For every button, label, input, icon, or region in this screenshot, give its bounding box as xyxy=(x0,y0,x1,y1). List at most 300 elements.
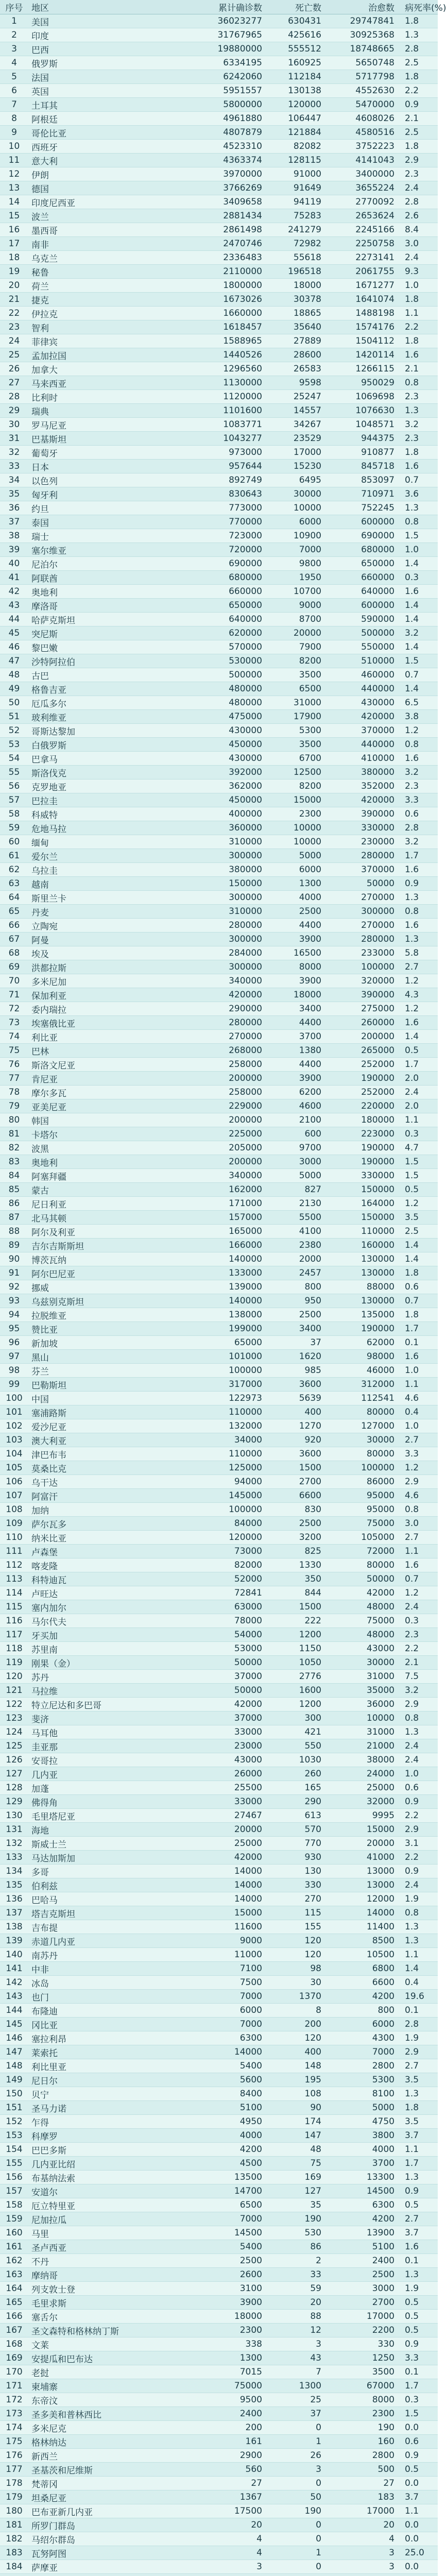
cell-rank: 112 xyxy=(0,1558,28,1572)
cell-fatality-rate: 2.3 xyxy=(398,779,438,793)
cell-region: 塞浦路斯 xyxy=(28,1405,192,1419)
cell-region: 不丹 xyxy=(28,2254,192,2268)
cell-recovered: 420000 xyxy=(324,710,398,724)
cell-recovered: 75000 xyxy=(324,1614,398,1628)
cell-recovered: 270000 xyxy=(324,891,398,905)
cell-rank: 178 xyxy=(0,2477,28,2490)
cell-recovered: 233000 xyxy=(324,946,398,960)
cell-recovered: 252000 xyxy=(324,1086,398,1099)
cell-rank: 163 xyxy=(0,2268,28,2282)
cell-recovered: 1488198 xyxy=(324,307,398,320)
cell-rank: 44 xyxy=(0,613,28,626)
cell-fatality-rate: 2.3 xyxy=(398,390,438,404)
cell-deaths: 0 xyxy=(265,2518,324,2532)
cell-confirmed: 25000 xyxy=(192,1837,265,1851)
cell-fatality-rate: 2.4 xyxy=(398,1600,438,1614)
cell-recovered: 3000 xyxy=(324,2282,398,2296)
cell-fatality-rate: 0.8 xyxy=(398,1906,438,1920)
table-row xyxy=(0,2059,438,2073)
cell-fatality-rate: 2.7 xyxy=(398,960,438,974)
cell-fatality-rate: 1.0 xyxy=(398,543,438,557)
cell-fatality-rate: 1.4 xyxy=(398,599,438,613)
cell-region: 厄瓜多尔 xyxy=(28,696,192,710)
table-row xyxy=(0,209,438,223)
cell-rank: 92 xyxy=(0,1280,28,1294)
cell-region: 奥地利 xyxy=(28,1155,192,1169)
cell-confirmed: 140000 xyxy=(192,1294,265,1308)
cell-fatality-rate: 3.5 xyxy=(398,1211,438,1225)
cell-region: 埃及 xyxy=(28,946,192,960)
cell-rank: 6 xyxy=(0,84,28,98)
cell-fatality-rate: 2.2 xyxy=(398,84,438,98)
cell-recovered: 25000 xyxy=(324,1781,398,1795)
cell-rank: 162 xyxy=(0,2254,28,2268)
cell-region: 尼日利亚 xyxy=(28,1197,192,1211)
cell-recovered: 20000 xyxy=(324,1837,398,1851)
cell-confirmed: 1120000 xyxy=(192,390,265,404)
table-row xyxy=(0,2490,438,2504)
table-row xyxy=(0,42,438,56)
cell-confirmed: 892749 xyxy=(192,473,265,487)
cell-rank: 19 xyxy=(0,265,28,279)
cell-deaths: 6600 xyxy=(265,1489,324,1503)
table-row xyxy=(0,1823,438,1837)
cell-rank: 88 xyxy=(0,1225,28,1239)
cell-deaths: 1380 xyxy=(265,1044,324,1058)
cell-rank: 182 xyxy=(0,2532,28,2546)
cell-deaths: 1 xyxy=(265,2546,324,2560)
cell-deaths: 5500 xyxy=(265,1211,324,1225)
cell-deaths: 26583 xyxy=(265,362,324,376)
cell-fatality-rate: 3.3 xyxy=(398,1447,438,1461)
cell-region: 英国 xyxy=(28,84,192,98)
cell-rank: 28 xyxy=(0,390,28,404)
table-row xyxy=(0,1906,438,1920)
cell-fatality-rate: 0.0 xyxy=(398,2477,438,2490)
table-row xyxy=(0,557,438,571)
cell-deaths: 3400 xyxy=(265,1002,324,1016)
cell-region: 格鲁吉亚 xyxy=(28,682,192,696)
cell-deaths: 0 xyxy=(265,2560,324,2574)
cell-rank: 84 xyxy=(0,1169,28,1183)
cell-deaths: 148 xyxy=(265,2059,324,2073)
cell-deaths: 1370 xyxy=(265,1990,324,2004)
cell-deaths: 120 xyxy=(265,1948,324,1962)
cell-recovered: 150000 xyxy=(324,1211,398,1225)
cell-confirmed: 1618457 xyxy=(192,320,265,334)
cell-fatality-rate: 0.8 xyxy=(398,905,438,919)
cell-deaths: 550 xyxy=(265,1739,324,1753)
cell-rank: 155 xyxy=(0,2157,28,2171)
cell-fatality-rate: 0.9 xyxy=(398,877,438,891)
cell-recovered: 48000 xyxy=(324,1628,398,1642)
table-row xyxy=(0,334,438,348)
cell-deaths: 15000 xyxy=(265,793,324,807)
cell-rank: 104 xyxy=(0,1447,28,1461)
cell-rank: 81 xyxy=(0,1127,28,1141)
cell-fatality-rate: 1.7 xyxy=(398,2157,438,2171)
table-row xyxy=(0,1336,438,1350)
cell-rank: 73 xyxy=(0,1016,28,1030)
cell-confirmed: 14000 xyxy=(192,1865,265,1878)
cell-confirmed: 420000 xyxy=(192,988,265,1002)
table-row xyxy=(0,1155,438,1169)
cell-fatality-rate: 2.7 xyxy=(398,1531,438,1545)
cell-region: 波兰 xyxy=(28,209,192,223)
cell-deaths: 55618 xyxy=(265,251,324,265)
cell-region: 伊朗 xyxy=(28,167,192,181)
cell-rank: 45 xyxy=(0,626,28,640)
cell-recovered: 13000 xyxy=(324,1878,398,1892)
table-row xyxy=(0,2421,438,2435)
table-row xyxy=(0,2560,438,2574)
cell-recovered: 2800 xyxy=(324,2449,398,2463)
cell-fatality-rate: 0.3 xyxy=(398,1614,438,1628)
cell-deaths: 1200 xyxy=(265,1698,324,1711)
cell-fatality-rate: 0.6 xyxy=(398,1280,438,1294)
cell-deaths: 1330 xyxy=(265,1558,324,1572)
cell-rank: 161 xyxy=(0,2240,28,2254)
table-row xyxy=(0,960,438,974)
cell-recovered: 2653624 xyxy=(324,209,398,223)
cell-recovered: 3 xyxy=(324,2560,398,2574)
cell-recovered: 320000 xyxy=(324,974,398,988)
cell-recovered: 420000 xyxy=(324,793,398,807)
cell-rank: 135 xyxy=(0,1878,28,1892)
table-row xyxy=(0,779,438,793)
table-row xyxy=(0,1628,438,1642)
cell-confirmed: 1673026 xyxy=(192,293,265,307)
cell-fatality-rate: 1.4 xyxy=(398,682,438,696)
cell-confirmed: 73000 xyxy=(192,1545,265,1558)
table-row xyxy=(0,2240,438,2254)
cell-fatality-rate: 0.4 xyxy=(398,1405,438,1419)
cell-confirmed: 340000 xyxy=(192,1169,265,1183)
cell-rank: 105 xyxy=(0,1461,28,1475)
table-row xyxy=(0,919,438,933)
cell-rank: 55 xyxy=(0,766,28,779)
cell-confirmed: 165000 xyxy=(192,1225,265,1239)
cell-rank: 176 xyxy=(0,2449,28,2463)
table-row xyxy=(0,98,438,112)
header-row xyxy=(0,0,438,14)
cell-fatality-rate: 2.2 xyxy=(398,320,438,334)
cell-rank: 121 xyxy=(0,1684,28,1698)
table-row xyxy=(0,2184,438,2198)
cell-recovered: 8000 xyxy=(324,2393,398,2407)
cell-recovered: 3 xyxy=(324,2546,398,2560)
table-row xyxy=(0,1878,438,1892)
cell-rank: 132 xyxy=(0,1837,28,1851)
cell-confirmed: 20000 xyxy=(192,1823,265,1837)
table-row xyxy=(0,1433,438,1447)
cell-fatality-rate: 2.6 xyxy=(398,209,438,223)
cell-confirmed: 42000 xyxy=(192,1851,265,1865)
table-row xyxy=(0,1531,438,1545)
cell-deaths: 222 xyxy=(265,1614,324,1628)
cell-fatality-rate: 1.5 xyxy=(398,529,438,543)
cell-fatality-rate: 1.2 xyxy=(398,724,438,738)
cell-fatality-rate: 0.5 xyxy=(398,2324,438,2337)
cell-deaths: 195 xyxy=(265,2073,324,2087)
cell-confirmed: 2600 xyxy=(192,2268,265,2282)
cell-region: 斯洛文尼亚 xyxy=(28,1058,192,1072)
table-row xyxy=(0,14,438,28)
cell-confirmed: 1588965 xyxy=(192,334,265,348)
cell-recovered: 50000 xyxy=(324,877,398,891)
cell-fatality-rate: 0.3 xyxy=(398,1127,438,1141)
table-row xyxy=(0,1976,438,1990)
cell-confirmed: 7100 xyxy=(192,1962,265,1976)
cell-recovered: 10000 xyxy=(324,1711,398,1725)
cell-fatality-rate: 1.7 xyxy=(398,1322,438,1336)
cell-deaths: 3 xyxy=(265,2337,324,2351)
cell-confirmed: 475000 xyxy=(192,710,265,724)
cell-deaths: 72982 xyxy=(265,237,324,251)
cell-rank: 30 xyxy=(0,418,28,432)
cell-fatality-rate: 1.7 xyxy=(398,849,438,863)
cell-rank: 29 xyxy=(0,404,28,418)
cell-deaths: 600 xyxy=(265,1127,324,1141)
cell-recovered: 4580516 xyxy=(324,126,398,140)
cell-region: 捷克 xyxy=(28,293,192,307)
cell-fatality-rate: 3.3 xyxy=(398,2351,438,2365)
cell-region: 德国 xyxy=(28,181,192,195)
cell-confirmed: 5951557 xyxy=(192,84,265,98)
cell-region: 意大利 xyxy=(28,154,192,167)
cell-deaths: 169 xyxy=(265,2171,324,2184)
cell-fatality-rate: 0.8 xyxy=(398,738,438,752)
cell-rank: 147 xyxy=(0,2045,28,2059)
cell-confirmed: 2300 xyxy=(192,2324,265,2337)
cell-rank: 91 xyxy=(0,1266,28,1280)
cell-recovered: 127000 xyxy=(324,1419,398,1433)
cell-recovered: 1504112 xyxy=(324,334,398,348)
cell-deaths: 350 xyxy=(265,1572,324,1586)
table-row xyxy=(0,1698,438,1711)
table-row xyxy=(0,738,438,752)
cell-fatality-rate: 0.0 xyxy=(398,2560,438,2574)
cell-fatality-rate: 5.8 xyxy=(398,946,438,960)
cell-rank: 119 xyxy=(0,1656,28,1670)
cell-confirmed: 100000 xyxy=(192,1364,265,1378)
table-row xyxy=(0,696,438,710)
cell-deaths: 2380 xyxy=(265,1239,324,1252)
cell-region: 阿联酋 xyxy=(28,571,192,585)
table-row xyxy=(0,2504,438,2518)
cell-recovered: 680000 xyxy=(324,543,398,557)
cell-region: 智利 xyxy=(28,320,192,334)
cell-recovered: 8500 xyxy=(324,1934,398,1948)
cell-fatality-rate: 2.7 xyxy=(398,1433,438,1447)
cell-confirmed: 23000 xyxy=(192,1739,265,1753)
header-recovered: 治愈数 xyxy=(324,0,398,14)
cell-recovered: 35000 xyxy=(324,1684,398,1698)
cell-confirmed: 3100 xyxy=(192,2282,265,2296)
cell-rank: 76 xyxy=(0,1058,28,1072)
cell-fatality-rate: 0.7 xyxy=(398,1572,438,1586)
cell-rank: 184 xyxy=(0,2560,28,2574)
cell-recovered: 1069698 xyxy=(324,390,398,404)
cell-confirmed: 14000 xyxy=(192,1878,265,1892)
cell-recovered: 845718 xyxy=(324,460,398,473)
cell-region: 津巴布韦 xyxy=(28,1447,192,1461)
cell-recovered: 4552630 xyxy=(324,84,398,98)
table-row xyxy=(0,2337,438,2351)
table-row xyxy=(0,362,438,376)
cell-fatality-rate: 3.2 xyxy=(398,766,438,779)
cell-rank: 122 xyxy=(0,1698,28,1711)
cell-confirmed: 3409658 xyxy=(192,195,265,209)
table-row xyxy=(0,640,438,654)
cell-confirmed: 830643 xyxy=(192,487,265,501)
cell-confirmed: 380000 xyxy=(192,863,265,877)
cell-rank: 111 xyxy=(0,1545,28,1558)
cell-confirmed: 480000 xyxy=(192,696,265,710)
cell-deaths: 6000 xyxy=(265,515,324,529)
cell-deaths: 290 xyxy=(265,1795,324,1809)
cell-confirmed: 660000 xyxy=(192,585,265,599)
cell-recovered: 190000 xyxy=(324,1322,398,1336)
cell-rank: 23 xyxy=(0,320,28,334)
cell-fatality-rate: 1.4 xyxy=(398,1239,438,1252)
cell-confirmed: 6300 xyxy=(192,2031,265,2045)
cell-confirmed: 225000 xyxy=(192,1127,265,1141)
cell-deaths: 825 xyxy=(265,1545,324,1558)
cell-region: 圭亚那 xyxy=(28,1739,192,1753)
cell-recovered: 4141043 xyxy=(324,154,398,167)
cell-fatality-rate: 1.2 xyxy=(398,1002,438,1016)
cell-confirmed: 43000 xyxy=(192,1753,265,1767)
cell-region: 海地 xyxy=(28,1823,192,1837)
cell-confirmed: 150000 xyxy=(192,877,265,891)
cell-region: 伊拉克 xyxy=(28,307,192,320)
cell-recovered: 3400000 xyxy=(324,167,398,181)
cell-fatality-rate: 2.3 xyxy=(398,432,438,446)
cell-fatality-rate: 0.0 xyxy=(398,2421,438,2435)
cell-region: 南苏丹 xyxy=(28,1948,192,1962)
cell-region: 摩尔多瓦 xyxy=(28,1086,192,1099)
table-row xyxy=(0,752,438,766)
cell-rank: 125 xyxy=(0,1739,28,1753)
cell-region: 斯里兰卡 xyxy=(28,891,192,905)
table-row xyxy=(0,988,438,1002)
cell-region: 新西兰 xyxy=(28,2449,192,2463)
cell-confirmed: 53000 xyxy=(192,1642,265,1656)
cell-region: 尼泊尔 xyxy=(28,557,192,571)
cell-rank: 151 xyxy=(0,2101,28,2115)
cell-rank: 143 xyxy=(0,1990,28,2004)
cell-fatality-rate: 0.1 xyxy=(398,1336,438,1350)
cell-fatality-rate: 1.0 xyxy=(398,1419,438,1433)
table-row xyxy=(0,2310,438,2324)
cell-deaths: 555512 xyxy=(265,42,324,56)
cell-recovered: 600000 xyxy=(324,515,398,529)
cell-confirmed: 4 xyxy=(192,2532,265,2546)
cell-rank: 95 xyxy=(0,1322,28,1336)
cell-deaths: 7000 xyxy=(265,543,324,557)
table-row xyxy=(0,1002,438,1016)
cell-region: 乌干达 xyxy=(28,1475,192,1489)
cell-region: 梵蒂冈 xyxy=(28,2477,192,2490)
cell-fatality-rate: 1.3 xyxy=(398,891,438,905)
cell-fatality-rate: 1.1 xyxy=(398,1378,438,1392)
cell-fatality-rate: 1.6 xyxy=(398,752,438,766)
cell-deaths: 18865 xyxy=(265,307,324,320)
cell-fatality-rate: 1.5 xyxy=(398,654,438,668)
cell-confirmed: 6334195 xyxy=(192,56,265,70)
cell-fatality-rate: 0.1 xyxy=(398,2365,438,2379)
cell-confirmed: 362000 xyxy=(192,779,265,793)
cell-rank: 36 xyxy=(0,501,28,515)
cell-confirmed: 18000 xyxy=(192,2310,265,2324)
cell-fatality-rate: 1.0 xyxy=(398,279,438,293)
cell-region: 佛得角 xyxy=(28,1795,192,1809)
cell-recovered: 32000 xyxy=(324,1795,398,1809)
cell-fatality-rate: 2.9 xyxy=(398,154,438,167)
cell-region: 塞舌尔 xyxy=(28,2310,192,2324)
cell-recovered: 1420114 xyxy=(324,348,398,362)
cell-region: 塞拉利昂 xyxy=(28,2031,192,2045)
cell-deaths: 82082 xyxy=(265,140,324,154)
cell-fatality-rate: 1.4 xyxy=(398,613,438,626)
table-row xyxy=(0,1711,438,1725)
cell-confirmed: 4961880 xyxy=(192,112,265,126)
cell-confirmed: 2861498 xyxy=(192,223,265,237)
cell-region: 阿曼 xyxy=(28,933,192,946)
cell-confirmed: 480000 xyxy=(192,682,265,696)
cell-recovered: 80000 xyxy=(324,1447,398,1461)
table-row xyxy=(0,835,438,849)
cell-recovered: 440000 xyxy=(324,738,398,752)
table-row xyxy=(0,821,438,835)
cell-deaths: 425616 xyxy=(265,28,324,42)
cell-region: 新加坡 xyxy=(28,1336,192,1350)
cell-recovered: 27 xyxy=(324,2477,398,2490)
cell-confirmed: 200000 xyxy=(192,1155,265,1169)
cell-confirmed: 5800000 xyxy=(192,98,265,112)
table-row xyxy=(0,251,438,265)
cell-recovered: 4300 xyxy=(324,2031,398,2045)
cell-region: 法国 xyxy=(28,70,192,84)
cell-rank: 79 xyxy=(0,1099,28,1113)
cell-deaths: 120000 xyxy=(265,98,324,112)
cell-rank: 89 xyxy=(0,1239,28,1252)
cell-confirmed: 6242060 xyxy=(192,70,265,84)
cell-region: 多米尼加 xyxy=(28,974,192,988)
cell-region: 巴拉圭 xyxy=(28,793,192,807)
cell-confirmed: 84000 xyxy=(192,1517,265,1531)
cell-deaths: 190 xyxy=(265,2212,324,2226)
cell-region: 圣卢西亚 xyxy=(28,2240,192,2254)
cell-rank: 154 xyxy=(0,2143,28,2157)
cell-rank: 177 xyxy=(0,2463,28,2477)
cell-rank: 39 xyxy=(0,543,28,557)
table-row xyxy=(0,1920,438,1934)
cell-deaths: 613 xyxy=(265,1809,324,1823)
cell-fatality-rate: 1.3 xyxy=(398,933,438,946)
cell-recovered: 14500 xyxy=(324,2184,398,2198)
cell-region: 刚果（金） xyxy=(28,1656,192,1670)
cell-rank: 2 xyxy=(0,28,28,42)
cell-deaths: 2776 xyxy=(265,1670,324,1684)
cell-fatality-rate: 2.8 xyxy=(398,2018,438,2031)
cell-recovered: 650000 xyxy=(324,557,398,571)
table-row xyxy=(0,28,438,42)
table-row xyxy=(0,1948,438,1962)
cell-deaths: 8700 xyxy=(265,613,324,626)
cell-deaths: 2 xyxy=(265,2254,324,2268)
